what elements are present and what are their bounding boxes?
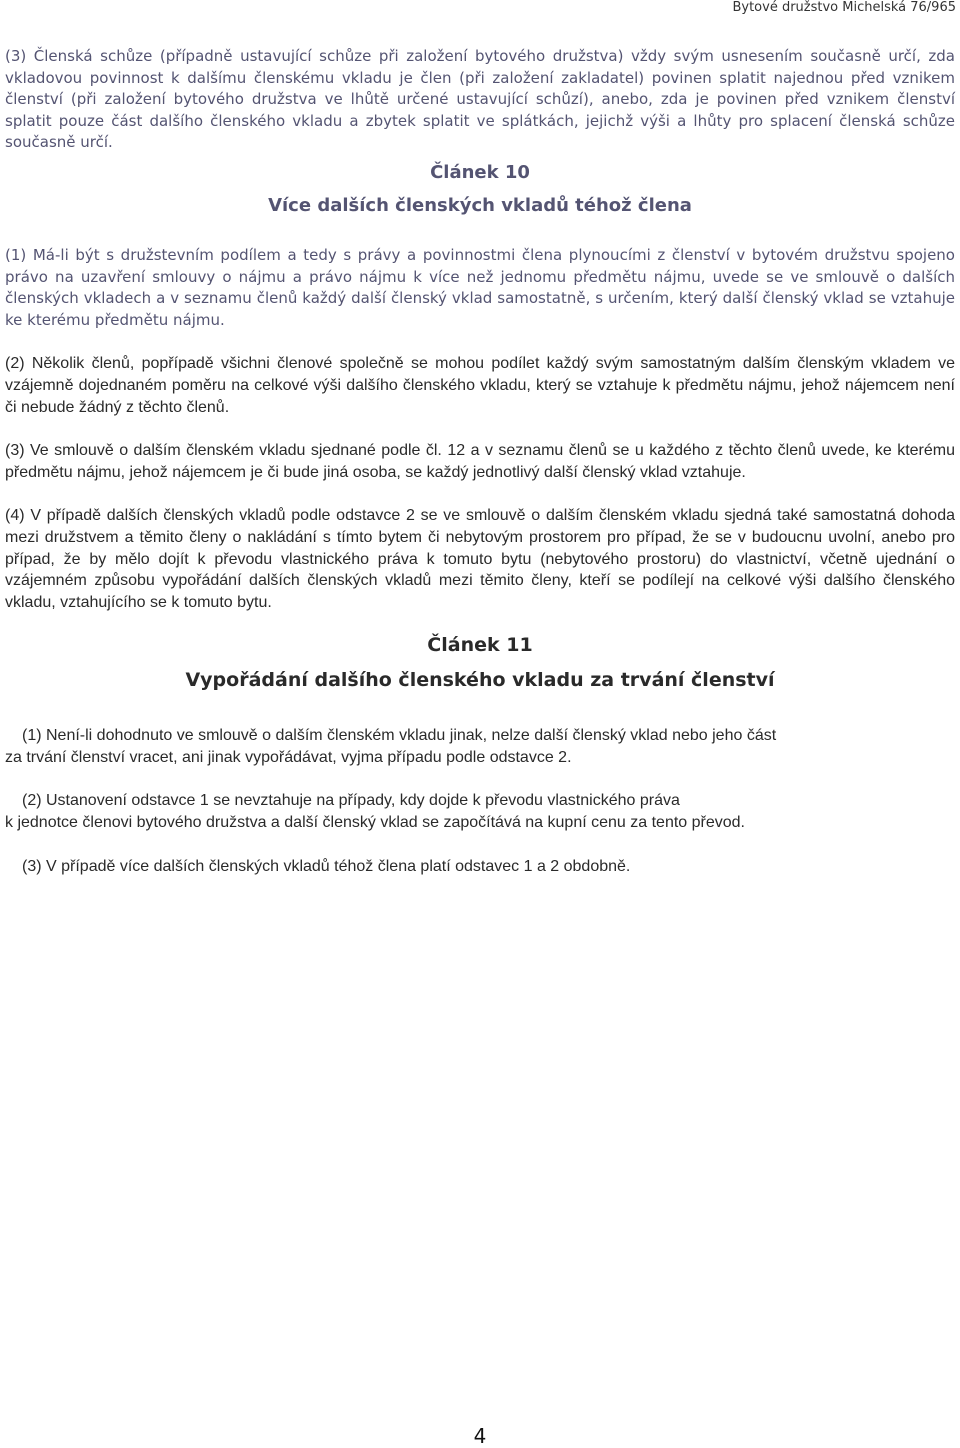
article10-paragraph-1: (1) Má-li být s družstevním podílem a tedy s právy a povinnostmi člena plynoucími z členství v bytovém družstvu spojeno právo na uzavření smlouvy o nájmu a právo nájmu k více než jednomu předmětu nájmu, uvede se ve smlouvě o dalších členských vkladech a v seznamu členů každý další členský vklad samostatně, s určením, který další členský vklad se vztahuje ke kterému předmětu nájmu.: [5, 245, 955, 329]
page-number: 4: [473, 1424, 487, 1448]
article11-paragraph-1-line-1: (1) Není-li dohodnuto ve smlouvě o dalším členském vkladu jinak, nelze další členský vklad nebo jeho část: [22, 727, 777, 745]
article11-title: Vypořádání dalšího členského vkladu za trvání členství: [185, 669, 775, 692]
article11-paragraph-3: (3) V případě více dalších členských vkladů téhož člena platí odstavec 1 a 2 obdobně.: [22, 857, 631, 875]
article11-paragraph-2-line-2: k jednotce členovi bytového družstva a další členský vklad se započítává na kupní cenu za tento převod.: [5, 814, 745, 832]
article10-paragraph-2: (2) Několik členů, popřípadě všichni členové společně se mohou podílet každý svým samostatným dalším členským vkladem ve vzájemně dojednaném poměru na celkové výši dalšího členského vkladu, který se vztahuje k předmětu nájmu, jehož nájemcem není či nebude žádný z těchto členů.: [5, 355, 955, 416]
article10-title: Více dalších členských vkladů téhož člena: [268, 194, 692, 216]
article11-paragraph-2-line-1: (2) Ustanovení odstavce 1 se nevztahuje na případy, kdy dojde k převodu vlastnického práva: [22, 792, 680, 810]
article11-paragraph-1-line-2: za trvání členství vracet, ani jinak vypořádávat, vyjma případu podle odstavce 2.: [5, 748, 572, 766]
article10-paragraph-4: (4) V případě dalších členských vkladů podle odstavce 2 se ve smlouvě o dalším členském vkladu sjedná také samostatná dohoda mezi družstvem a těmito členy o nakládání s tímto bytem či nebytovým prostorem pro případ, že se v budoucnu uvolní, anebo pro případ, že by mělo dojít k převodu vlastnického práva k tomuto bytu (nebytového prostoru) do vlastnictví, včetně ujednání o vzájemném způsobu vypořádání dalších členských vkladů mezi těmito členy, kteří se podílejí na celkové výši dalšího členského vkladu, vztahujícího se k tomuto bytu.: [5, 507, 955, 611]
article10-number: Článek 10: [430, 161, 530, 183]
document-page: [5, 46, 955, 877]
running-header: Bytové družstvo Michelská 76/965: [732, 0, 956, 15]
article10-paragraph-3: (3) Ve smlouvě o dalším členském vkladu sjednané podle čl. 12 a v seznamu členů se u každého z těchto členů uvede, ke kterému předmětu nájmu, jehož nájemcem je či bude jiná osoba, se každý jednotlivý další členský vklad vztahuje.: [5, 442, 955, 481]
article11-number: Článek 11: [427, 634, 533, 657]
article11-paragraph-1: [5, 725, 955, 768]
article9-paragraph-3: (3) Členská schůze (případně ustavující schůze při založení bytového družstva) vždy svým usnesením současně určí, zda vkladovou povinnost k dalšímu členskému vkladu je člen (při založení zakladatel) povinen splatit najednou před vznikem členství (při založení bytového družstva ve lhůtě určené ustavující schůzí), anebo, zda je povinen před vznikem členství splatit pouze část dalšího členského vkladu a zbytek splatit ve splátkách, jejichž výši a lhůty pro splacení členská schůze současně určí.: [5, 47, 955, 152]
article11-paragraph-2: [5, 790, 955, 833]
